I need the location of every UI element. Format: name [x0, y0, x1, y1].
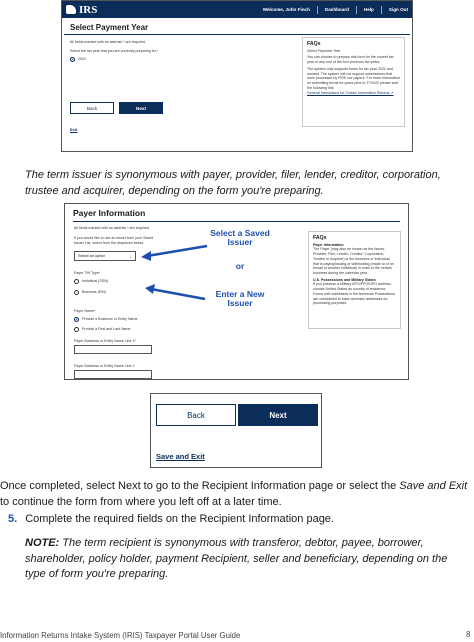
payer-option-individual[interactable]: Provide a First and Last Name: [74, 327, 131, 332]
callout-new-issuer: Enter a New Issuer: [215, 289, 265, 309]
required-note: All fields marked with an asterisk * are required.: [74, 226, 150, 230]
next-instructions-paragraph: Once completed, select Next to go to the Recipient Information page or select the Save and Exit to continue the form from where you left off at a later time.: [0, 480, 468, 508]
faq-section-title: U.S. Possessions and Military States: [313, 278, 376, 283]
arrow-to-select: [147, 246, 207, 256]
external-link-icon: ↗: [390, 90, 394, 95]
faq-section-title: Payer Information: [313, 243, 344, 247]
note-label: NOTE:: [25, 537, 60, 549]
page-title: Select Payment Year: [64, 18, 410, 35]
faq-subtitle: Select Payment Year: [307, 49, 341, 53]
faq-text: You can choose to prepare this form for the current tax year or any one of the four previous tax years.: [307, 55, 394, 64]
chevron-down-icon: ⌄: [128, 254, 132, 259]
irs-logo: IRS: [66, 4, 97, 16]
faq-heading: FAQs: [313, 235, 327, 241]
nav-signout-link[interactable]: Sign Out: [388, 7, 408, 12]
saved-issuer-select[interactable]: Select an option ⌄: [74, 251, 136, 261]
step-number: 5.: [8, 513, 18, 525]
tax-year-option[interactable]: [70, 57, 86, 62]
payer-name-label: Payer Name*: [74, 309, 96, 313]
faq-text: The Payer (may also be known as the Issuer, Provider, Filer, Lender, Creditor, Corporation, Trustee or Acquirer) is the business or individual that is paying/issuing or withholding (made to or on behalf of another individual) in order to file certain business during the calendar year.: [313, 247, 394, 276]
arrowhead-icon: [141, 251, 151, 261]
payer-information-screenshot: [64, 203, 409, 380]
nav-divider: [356, 6, 357, 14]
next-button[interactable]: Next: [238, 404, 318, 426]
faq-panel: [308, 231, 401, 329]
nav-divider: [381, 6, 382, 14]
irs-header: [62, 1, 412, 18]
eagle-icon: [66, 5, 76, 14]
footer-title: Information Returns Intake System (IRIS) Taxpayer Portal User Guide: [0, 631, 241, 640]
faq-heading: FAQs: [307, 41, 321, 47]
step-5: [8, 513, 334, 525]
tax-year-label: 2022: [78, 57, 86, 62]
recipient-note: [25, 536, 465, 583]
faq-instructions-link[interactable]: General Instructions for Certain Information Returns ↗: [307, 90, 394, 95]
save-and-exit-link[interactable]: Save and Exit: [156, 452, 205, 461]
arrowhead-icon: [145, 284, 155, 294]
payer-option-business[interactable]: Provide a Business or Entity Name: [74, 317, 138, 322]
payer-info-title: Payer Information: [73, 208, 146, 218]
callout-or: or: [235, 261, 245, 271]
note-text: The term recipient is synonymous with transferor, debtor, payee, borrower, shareholder, policy holder, payment Recipient, seller and beneficiary, depending on the type of form you're preparing.: [25, 537, 448, 581]
saved-issuer-question: If you would like to use an issuer from your Saved Issuer List, select from the dropdown below.: [74, 236, 154, 245]
select-payment-year-screenshot: [61, 0, 413, 152]
exit-link[interactable]: Exit: [70, 127, 78, 132]
tin-option-individual[interactable]: Individual (SSN): [74, 279, 108, 284]
back-button[interactable]: Back: [156, 404, 236, 426]
faq-text: The system only supports forms for tax year 2022 and onward. The system will not support submissions that were processed by FIRE nor papers. For more information on submitting forms for years prior to TY2022 please visit the following link:: [307, 66, 400, 91]
page-number: 8: [466, 630, 471, 639]
header-nav: [263, 6, 408, 14]
required-note: All fields marked with an asterisk * are required.: [70, 40, 146, 44]
nav-dashboard-link[interactable]: Dashboard: [324, 7, 349, 12]
tax-year-question: Select the tax year that you are currently preparing for.*: [70, 49, 159, 53]
tin-type-label: Payer TIN Type*: [74, 271, 101, 275]
callout-saved-issuer: Select a Saved Issuer: [210, 228, 270, 248]
welcome-text: Welcome, John Finch: [262, 7, 310, 12]
step-text: Complete the required fields on the Recipient Information page.: [25, 513, 334, 525]
radio-selected-icon[interactable]: [70, 57, 75, 62]
faq-panel: [302, 37, 405, 127]
arrow-to-tin: [151, 289, 205, 299]
entity-line2-label: Payer Business or Entity Name Line 2: [74, 364, 135, 368]
issuer-synonym-paragraph: The term issuer is synonymous with payer, provider, filer, lender, creditor, corporation, trustee and acquirer, depending on the form you're preparing.: [25, 169, 441, 197]
faq-text: If you possess a Military APO/FPO/DPO address, choose United States as country of residence. Forms with addresses in the American Possessions are considered to have domestic addresses for processing purposes.: [313, 282, 396, 306]
navigation-buttons-screenshot: [150, 393, 322, 468]
next-button[interactable]: Next: [119, 102, 163, 114]
nav-divider: [317, 6, 318, 14]
tin-option-business[interactable]: Business (EIN): [74, 290, 106, 295]
back-button[interactable]: Back: [70, 102, 114, 114]
nav-help-link[interactable]: Help: [363, 7, 374, 12]
entity-line1-label: Payer Business or Entity Name Line 1*: [74, 339, 136, 343]
